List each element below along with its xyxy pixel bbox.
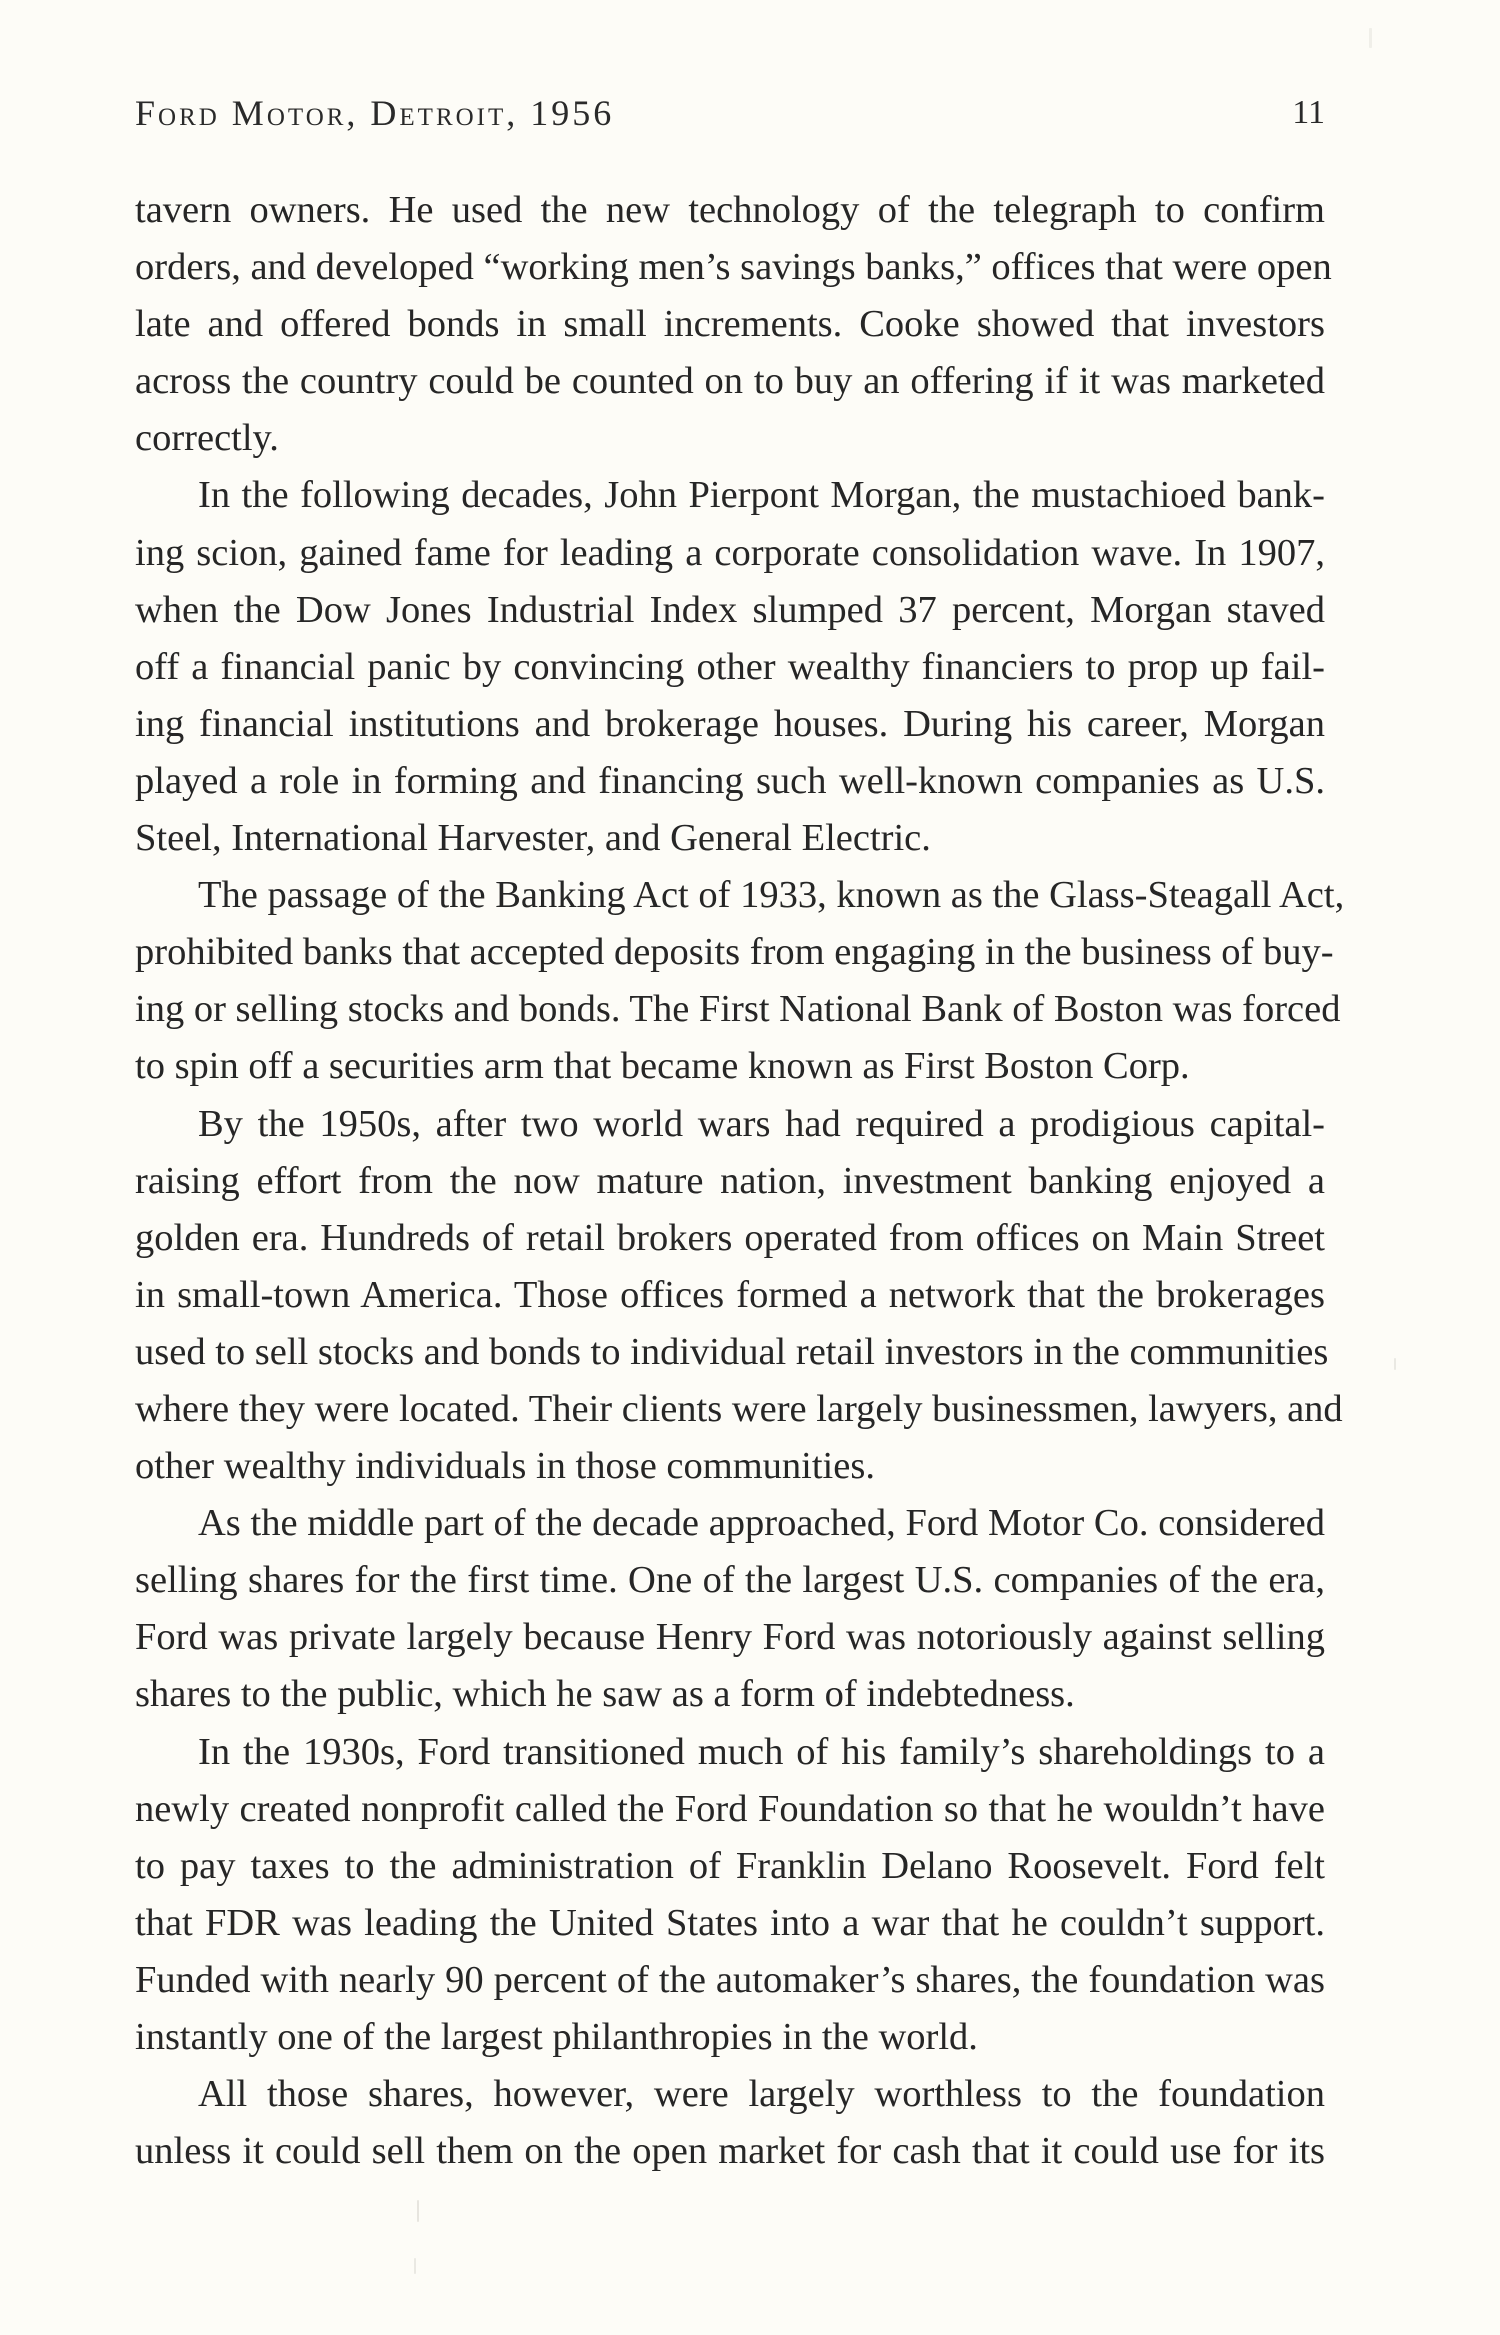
paragraph — [135, 467, 1325, 867]
text-line: where they were located. Their clients were largely businessmen, lawyers, and — [135, 1387, 1343, 1430]
paragraph — [135, 1096, 1343, 1496]
text-line: Ford was private largely because Henry Ford was notoriously against selling — [135, 1616, 1325, 1659]
text-line: unless it could sell them on the open market for cash that it could use for its — [135, 2130, 1325, 2173]
text-line: orders, and developed “working men’s savings banks,” offices that were open — [135, 246, 1332, 289]
running-head-title: Ford Motor, Detroit, 1956 — [135, 93, 615, 133]
text-line: ing scion, gained fame for leading a corporate consolidation wave. In 1907, — [135, 531, 1325, 574]
paragraph — [135, 867, 1345, 1095]
text-line: In the 1930s, Ford transitioned much of his family’s shareholdings to a — [198, 1730, 1325, 1773]
text-line: ing financial institutions and brokerage houses. During his career, Morgan — [135, 702, 1325, 745]
running-head — [135, 88, 1325, 138]
scan-artifact — [414, 2258, 416, 2274]
text-line: when the Dow Jones Industrial Index slumped 37 percent, Morgan staved — [135, 588, 1325, 631]
text-line: As the middle part of the decade approached, Ford Motor Co. considered — [198, 1502, 1325, 1545]
text-line: In the following decades, John Pierpont Morgan, the mustachioed bank- — [198, 474, 1325, 517]
text-line: raising effort from the now mature nation, investment banking enjoyed a — [135, 1159, 1325, 1202]
text-line: that FDR was leading the United States into a war that he couldn’t support. — [135, 1901, 1325, 1944]
text-line: golden era. Hundreds of retail brokers operated from offices on Main Street — [135, 1216, 1325, 1259]
page-number: 11 — [1292, 94, 1325, 131]
text-line: instantly one of the largest philanthropies in the world. — [135, 2016, 978, 2058]
text-line: late and offered bonds in small increments. Cooke showed that investors — [135, 303, 1325, 346]
text-line: ing or selling stocks and bonds. The First National Bank of Boston was forced — [135, 988, 1341, 1031]
text-line: in small-town America. Those offices formed a network that the brokerages — [135, 1273, 1325, 1316]
text-line: off a financial panic by convincing other wealthy financiers to prop up fail- — [135, 645, 1325, 688]
text-line: correctly. — [135, 417, 279, 460]
text-line: selling shares for the first time. One of the largest U.S. companies of the era, — [135, 1559, 1325, 1602]
text-line: played a role in forming and financing such well-known companies as U.S. — [135, 759, 1325, 802]
text-line: newly created nonprofit called the Ford Foundation so that he wouldn’t have — [135, 1787, 1325, 1830]
paragraph — [135, 2066, 1325, 2180]
text-line: tavern owners. He used the new technology of the telegraph to confirm — [135, 189, 1325, 231]
text-line: All those shares, however, were largely worthless to the foundation — [198, 2073, 1325, 2116]
text-line: The passage of the Banking Act of 1933, known as the Glass-Steagall Act, — [198, 874, 1345, 917]
body-text — [135, 182, 1345, 2180]
scan-artifact — [1369, 28, 1372, 48]
scan-artifact — [1394, 1358, 1396, 1370]
paragraph — [135, 1495, 1325, 1723]
paragraph — [135, 182, 1332, 467]
text-line: other wealthy individuals in those communities. — [135, 1445, 875, 1488]
text-line: Steel, International Harvester, and General Electric. — [135, 817, 931, 860]
scan-artifact — [417, 2200, 419, 2222]
paragraph — [135, 1724, 1325, 2067]
text-line: shares to the public, which he saw as a form of indebtedness. — [135, 1673, 1075, 1716]
text-line: to pay taxes to the administration of Franklin Delano Roosevelt. Ford felt — [135, 1844, 1325, 1887]
text-line: Funded with nearly 90 percent of the automaker’s shares, the foundation was — [135, 1958, 1325, 2001]
text-line: used to sell stocks and bonds to individual retail investors in the communities — [135, 1330, 1329, 1373]
text-line: across the country could be counted on to buy an offering if it was marketed — [135, 360, 1325, 403]
text-line: prohibited banks that accepted deposits from engaging in the business of buy- — [135, 931, 1334, 974]
text-line: to spin off a securities arm that became known as First Boston Corp. — [135, 1045, 1190, 1088]
text-line: By the 1950s, after two world wars had required a prodigious capital- — [198, 1102, 1325, 1145]
